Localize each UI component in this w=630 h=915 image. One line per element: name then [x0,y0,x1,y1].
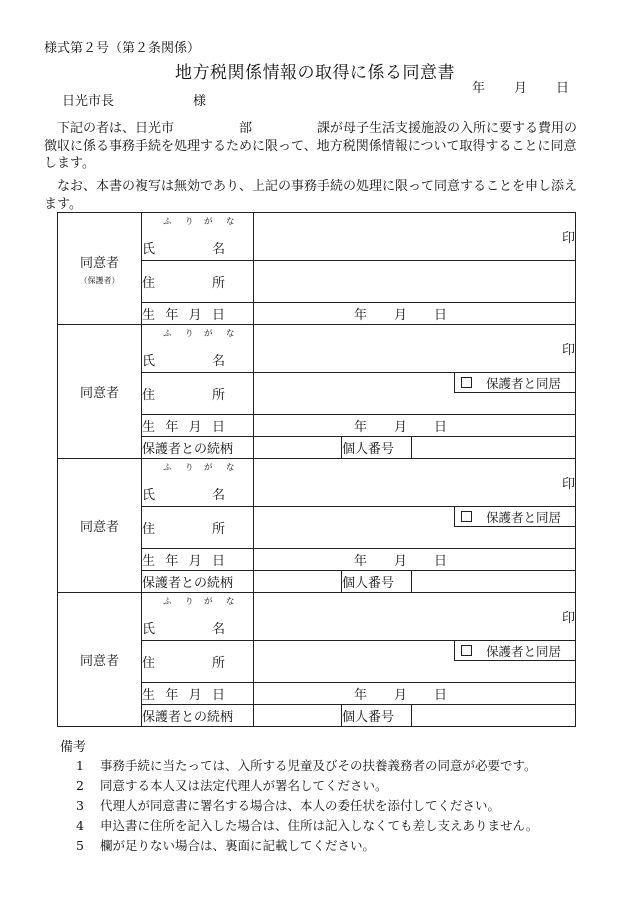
consent-paragraph: 下記の者は、日光市 部 課が母子生活支援施設の入所に要する費用の徴収に係る事務手続を処理するために限って、地方税関係情報について取得することに同意します。 [44,121,578,171]
note-item: 1 事務手続に当たっては、入所する児童及びその扶養義務者の同意が必要です。 [76,758,537,773]
consenter-4-name-row [58,593,576,641]
address-label-cell: 住 所 [142,261,254,303]
personal-number-label: 個人番号 [342,705,412,727]
cohabit-label: 保護者と同居 [486,375,562,391]
name-input[interactable] [254,459,576,507]
cohabit-checkbox[interactable] [461,377,472,388]
name-label-cell: ふ り が な 氏 名 [142,459,254,507]
consenter-3-label-cell: 同意者 [58,459,142,593]
note-item: 5 欄が足りない場合は、裏面に記載してください。 [76,838,376,853]
personal-number-input[interactable] [412,705,576,727]
address-input[interactable] [254,507,576,549]
guardian-note: （保護者） [79,275,120,285]
date-day-label: 日 [556,81,570,96]
cohabit-checkbox-group[interactable] [454,641,575,661]
address-input[interactable] [254,373,576,415]
addressee-name: 日光市長 [62,94,115,109]
relation-label: 保護者との続柄 [142,437,254,459]
relation-input[interactable] [254,571,342,593]
consenter-4-label-cell: 同意者 [58,593,142,727]
relation-input[interactable] [254,437,342,459]
address-input[interactable] [254,261,576,303]
form-number: 様式第２号（第２条関係） [44,41,201,56]
name-input[interactable] [254,325,576,373]
cohabit-checkbox[interactable] [461,511,472,522]
dob-label-cell: 生 年 月 日 [142,683,254,705]
seal-mark: 印 [561,611,575,626]
cohabit-label: 保護者と同居 [486,509,562,525]
consenter-2-label-cell: 同意者 [58,325,142,459]
address-label-cell: 住 所 [142,641,254,683]
dob-label-cell: 生 年 月 日 [142,303,254,325]
note-item: 3 代理人が同意書に署名する場合は、本人の委任状を添付してください。 [76,798,501,813]
dob-input[interactable]: 年 月 日 [254,415,576,437]
dob-input[interactable]: 年 月 日 [254,683,576,705]
consenter-3-name-row [58,459,576,507]
consenter-label: 同意者 [79,255,119,271]
address-label-cell: 住 所 [142,373,254,415]
personal-number-label: 個人番号 [342,437,412,459]
dob-label-cell: 生 年 月 日 [142,549,254,571]
seal-mark: 印 [561,343,575,358]
consenter-2-name-row [58,325,576,373]
name-label-cell: ふ り が な 氏 名 [142,213,254,261]
addressee-honorific: 様 [193,94,207,109]
name-input[interactable] [254,213,576,261]
dob-input[interactable]: 年 月 日 [254,303,576,325]
personal-number-label: 個人番号 [342,571,412,593]
cohabit-checkbox[interactable] [461,645,472,656]
name-label-cell: ふ り が な 氏 名 [142,325,254,373]
relation-label: 保護者との続柄 [142,705,254,727]
relation-label: 保護者との続柄 [142,571,254,593]
personal-number-input[interactable] [412,571,576,593]
cohabit-label: 保護者と同居 [486,643,562,659]
cohabit-checkbox-group[interactable] [454,373,575,393]
note-item: 4 申込書に住所を記入した場合は、住所は記入しなくても差し支えありません。 [76,818,539,833]
seal-mark: 印 [561,231,575,246]
name-label-cell: ふ り が な 氏 名 [142,593,254,641]
disclaimer-paragraph: なお、本書の複写は無効であり、上記の事務手続の処理に限って同意することを申し添えます。 [44,179,578,212]
dob-label-cell: 生 年 月 日 [142,415,254,437]
dob-input[interactable]: 年 月 日 [254,549,576,571]
seal-mark: 印 [561,477,575,492]
name-input[interactable] [254,593,576,641]
address-label-cell: 住 所 [142,507,254,549]
date-year-label: 年 [472,81,486,96]
consent-table [57,212,576,727]
cohabit-checkbox-group[interactable] [454,507,575,527]
note-item: 2 同意する本人又は法定代理人が署名してください。 [76,778,388,793]
notes-heading: 備考 [60,740,87,755]
personal-number-input[interactable] [412,437,576,459]
page-title: 地方税関係情報の取得に係る同意書 [175,63,455,83]
address-input[interactable] [254,641,576,683]
relation-input[interactable] [254,705,342,727]
consenter-1-name-row [58,213,576,261]
date-month-label: 月 [514,81,528,96]
consenter-1-label-cell [58,213,142,325]
